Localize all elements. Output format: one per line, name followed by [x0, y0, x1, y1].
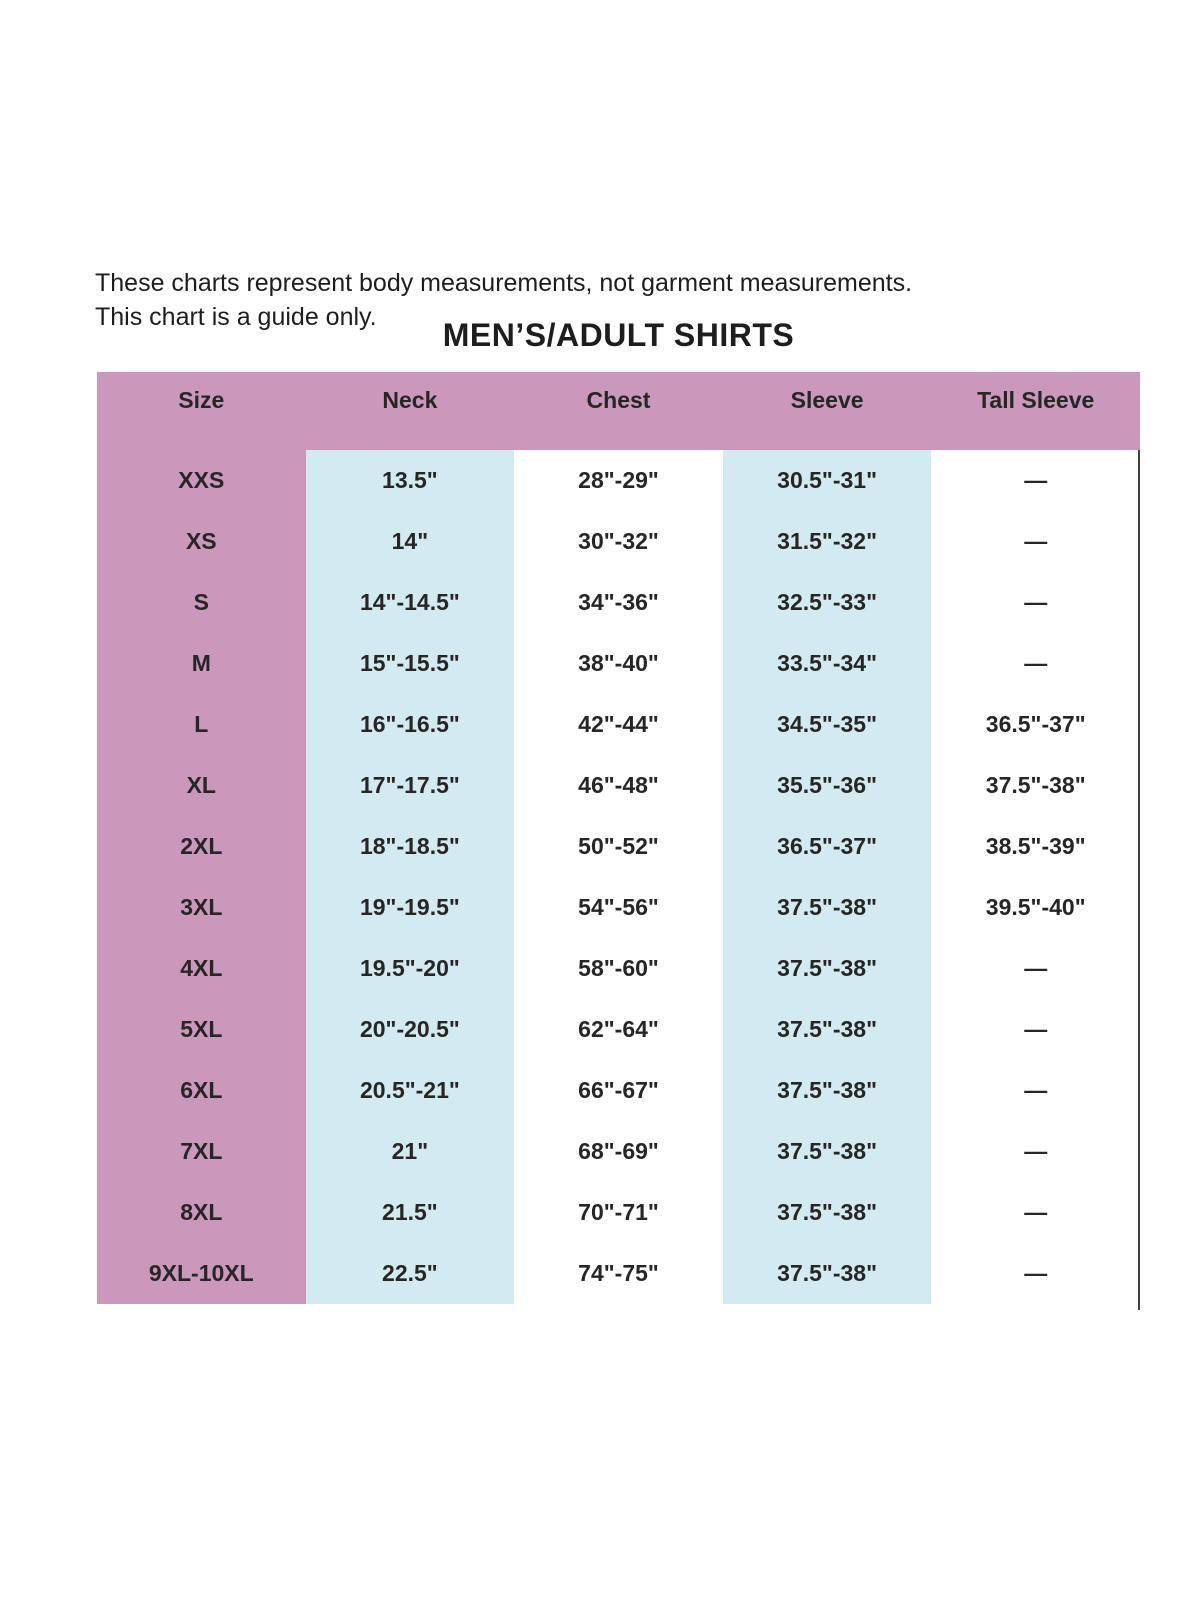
cell-chest: 70"-71" — [514, 1182, 723, 1243]
cell-chest: 58"-60" — [514, 938, 723, 999]
cell-neck: 20.5"-21" — [306, 1060, 515, 1121]
cell-sleeve: 37.5"-38" — [723, 1182, 932, 1243]
cell-neck: 21" — [306, 1121, 515, 1182]
cell-tall-sleeve: — — [931, 1243, 1140, 1304]
cell-neck: 17"-17.5" — [306, 755, 515, 816]
cell-size: 9XL-10XL — [97, 1243, 306, 1304]
cell-neck: 16"-16.5" — [306, 694, 515, 755]
cell-size: S — [97, 572, 306, 633]
cell-sleeve: 37.5"-38" — [723, 1243, 932, 1304]
cell-tall-sleeve: — — [931, 511, 1140, 572]
cell-chest: 38"-40" — [514, 633, 723, 694]
table-row — [97, 938, 1140, 999]
cell-chest: 46"-48" — [514, 755, 723, 816]
cell-tall-sleeve: — — [931, 450, 1140, 511]
table-row — [97, 633, 1140, 694]
cell-sleeve: 30.5"-31" — [723, 450, 932, 511]
table-row — [97, 572, 1140, 633]
table-row — [97, 511, 1140, 572]
cell-sleeve: 37.5"-38" — [723, 877, 932, 938]
column-header-size: Size — [178, 387, 225, 413]
cell-neck: 19"-19.5" — [306, 877, 515, 938]
table-row — [97, 1243, 1140, 1304]
cell-sleeve: 33.5"-34" — [723, 633, 932, 694]
cell-size: 7XL — [97, 1121, 306, 1182]
cell-chest: 50"-52" — [514, 816, 723, 877]
table-row — [97, 877, 1140, 938]
cell-chest: 28"-29" — [514, 450, 723, 511]
cell-chest: 68"-69" — [514, 1121, 723, 1182]
cell-size: L — [97, 694, 306, 755]
cell-tall-sleeve: — — [931, 1121, 1140, 1182]
table-row — [97, 1060, 1140, 1121]
cell-sleeve: 31.5"-32" — [723, 511, 932, 572]
table-row — [97, 450, 1140, 511]
cell-tall-sleeve: 38.5"-39" — [931, 816, 1140, 877]
table-row — [97, 816, 1140, 877]
cell-neck: 20"-20.5" — [306, 999, 515, 1060]
cell-size: 2XL — [97, 816, 306, 877]
cell-sleeve: 35.5"-36" — [723, 755, 932, 816]
cell-size: 4XL — [97, 938, 306, 999]
cell-neck: 21.5" — [306, 1182, 515, 1243]
cell-chest: 34"-36" — [514, 572, 723, 633]
cell-tall-sleeve: — — [931, 633, 1140, 694]
column-header-neck: Neck — [382, 387, 438, 413]
cell-sleeve: 37.5"-38" — [723, 999, 932, 1060]
cell-tall-sleeve: 37.5"-38" — [931, 755, 1140, 816]
cell-chest: 66"-67" — [514, 1060, 723, 1121]
cell-neck: 15"-15.5" — [306, 633, 515, 694]
table-row — [97, 755, 1140, 816]
cell-tall-sleeve: — — [931, 1182, 1140, 1243]
cell-tall-sleeve: — — [931, 999, 1140, 1060]
intro-line-1: These charts represent body measurements, not garment measurements. — [95, 269, 913, 297]
table-row — [97, 1182, 1140, 1243]
cell-size: XXS — [97, 450, 306, 511]
table-right-border-line — [1138, 450, 1140, 1310]
table-row — [97, 694, 1140, 755]
cell-chest: 42"-44" — [514, 694, 723, 755]
cell-size: XL — [97, 755, 306, 816]
cell-size: 6XL — [97, 1060, 306, 1121]
cell-size: M — [97, 633, 306, 694]
table-header-row — [97, 372, 1140, 450]
cell-sleeve: 34.5"-35" — [723, 694, 932, 755]
cell-tall-sleeve: 36.5"-37" — [931, 694, 1140, 755]
cell-sleeve: 37.5"-38" — [723, 938, 932, 999]
cell-size: 5XL — [97, 999, 306, 1060]
cell-sleeve: 37.5"-38" — [723, 1121, 932, 1182]
cell-neck: 18"-18.5" — [306, 816, 515, 877]
cell-size: 8XL — [97, 1182, 306, 1243]
cell-chest: 54"-56" — [514, 877, 723, 938]
size-table — [97, 372, 1140, 1304]
table-row — [97, 1121, 1140, 1182]
cell-tall-sleeve: — — [931, 1060, 1140, 1121]
cell-tall-sleeve: 39.5"-40" — [931, 877, 1140, 938]
cell-chest: 62"-64" — [514, 999, 723, 1060]
cell-chest: 74"-75" — [514, 1243, 723, 1304]
cell-sleeve: 32.5"-33" — [723, 572, 932, 633]
cell-neck: 14" — [306, 511, 515, 572]
column-header-tall-sleeve: Tall Sleeve — [977, 387, 1095, 413]
table-row — [97, 999, 1140, 1060]
column-header-chest: Chest — [586, 387, 651, 413]
chart-title: MEN’S/ADULT SHIRTS — [442, 317, 795, 353]
intro-line-2: This chart is a guide only. — [95, 303, 377, 331]
table-body — [97, 450, 1140, 1304]
cell-neck: 22.5" — [306, 1243, 515, 1304]
cell-size: XS — [97, 511, 306, 572]
cell-chest: 30"-32" — [514, 511, 723, 572]
cell-tall-sleeve: — — [931, 572, 1140, 633]
column-header-sleeve: Sleeve — [790, 387, 864, 413]
cell-neck: 13.5" — [306, 450, 515, 511]
cell-sleeve: 36.5"-37" — [723, 816, 932, 877]
cell-neck: 19.5"-20" — [306, 938, 515, 999]
cell-sleeve: 37.5"-38" — [723, 1060, 932, 1121]
cell-neck: 14"-14.5" — [306, 572, 515, 633]
cell-tall-sleeve: — — [931, 938, 1140, 999]
cell-size: 3XL — [97, 877, 306, 938]
